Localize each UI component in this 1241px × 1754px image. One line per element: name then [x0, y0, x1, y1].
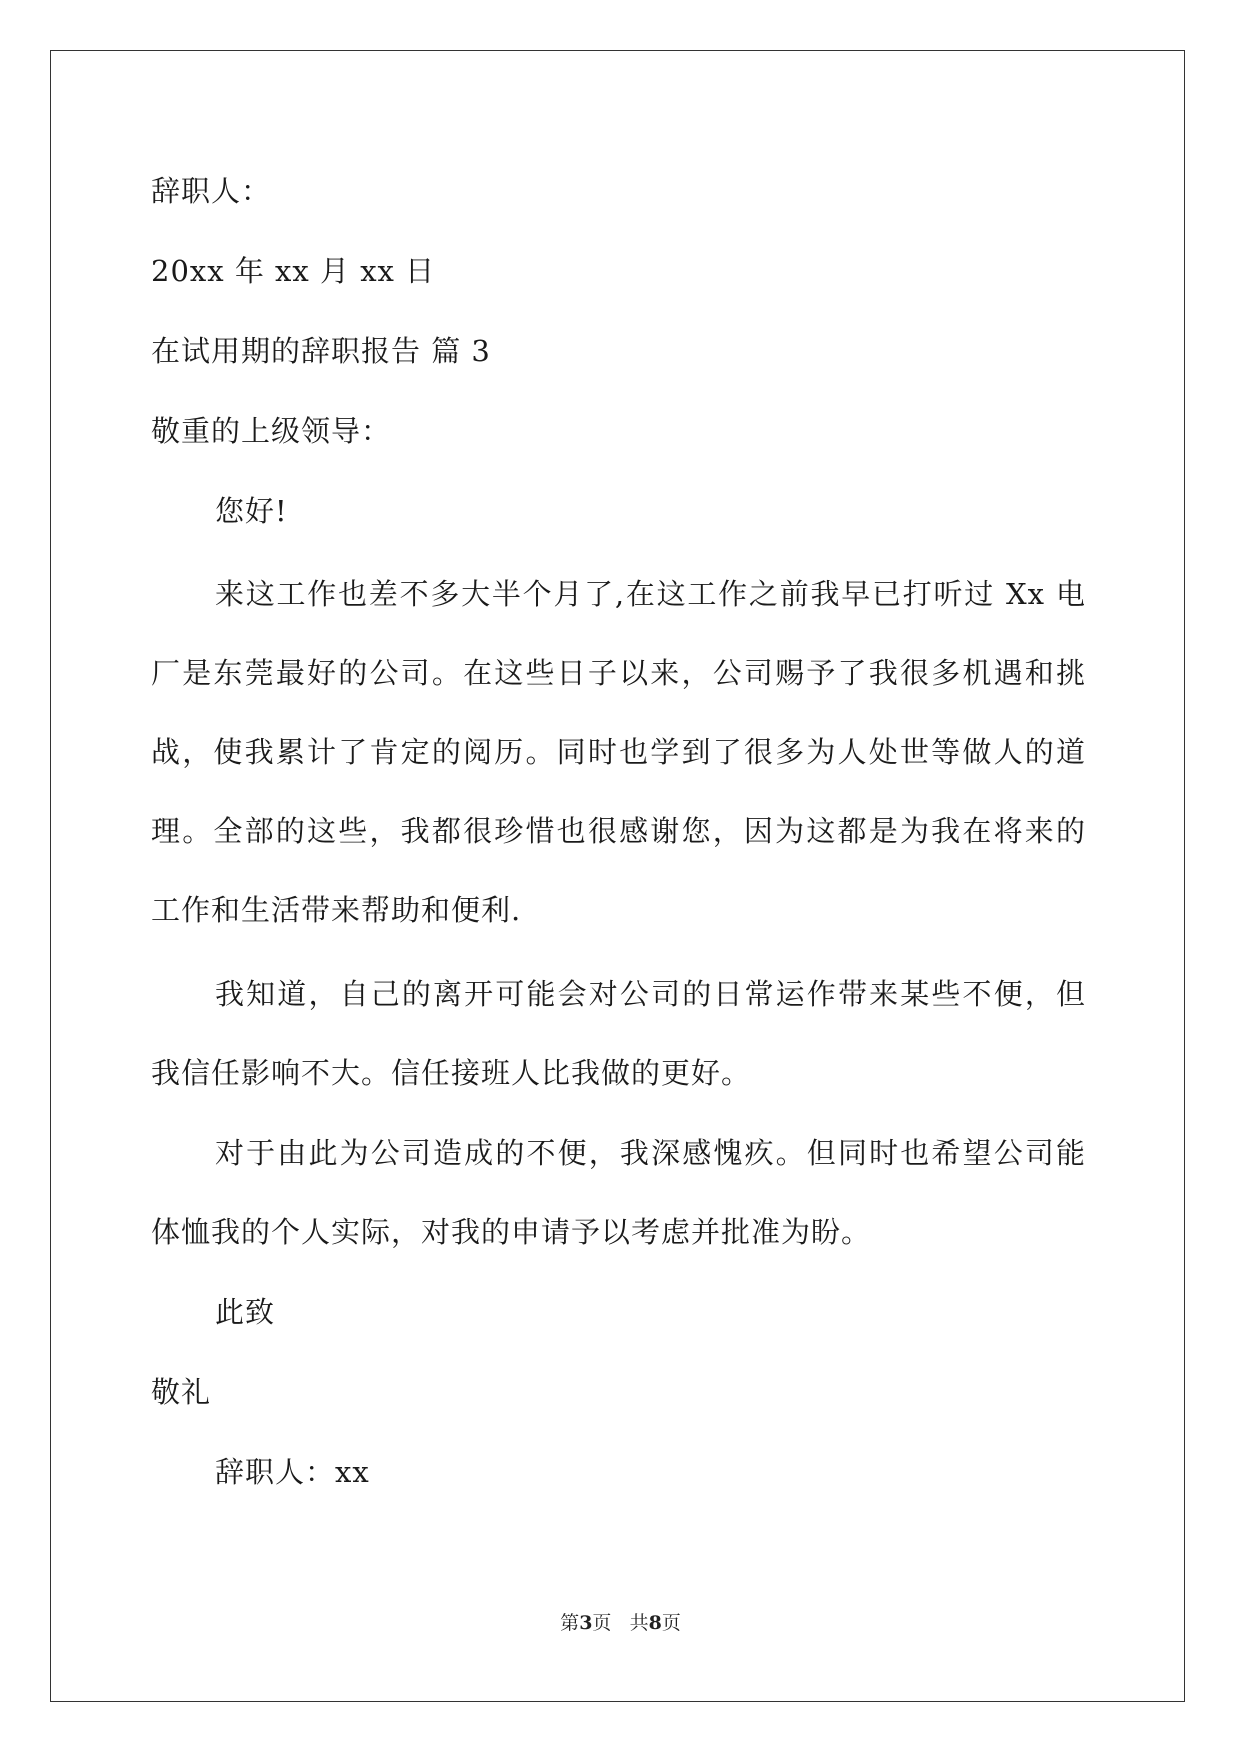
paragraph-1-line-3: 战，使我累计了肯定的阅历。同时也学到了很多为人处世等做人的道 [151, 735, 1086, 769]
paragraph-3-line-2: 体恤我的个人实际，对我的申请予以考虑并批准为盼。 [151, 1215, 872, 1249]
paragraph-1-line-2: 厂是东莞最好的公司。在这些日子以来，公司赐予了我很多机遇和挑 [151, 656, 1086, 690]
paragraph-1-line-1: 来这工作也差不多大半个月了,在这工作之前我早已打听过 Xx 电 [215, 577, 1086, 611]
paragraph-2-line-1: 我知道，自己的离开可能会对公司的日常运作带来某些不便，但 [215, 977, 1086, 1011]
signature-line: 辞职人：xx [215, 1455, 370, 1489]
closing-salute: 敬礼 [151, 1375, 212, 1409]
paragraph-1-line-4: 理。全部的这些，我都很珍惜也很感谢您，因为这都是为我在将来的 [151, 814, 1086, 848]
section-title: 在试用期的辞职报告 篇 3 [151, 334, 491, 368]
date-line: 20xx 年 xx 月 xx 日 [151, 254, 436, 288]
paragraph-3-line-1: 对于由此为公司造成的不便，我深感愧疚。但同时也希望公司能 [215, 1136, 1086, 1170]
footer-page-suffix: 页 [592, 1612, 612, 1634]
page-footer [0, 1611, 1241, 1635]
resigner-label: 辞职人： [151, 174, 272, 208]
paragraph-1-line-5: 工作和生活带来帮助和便利. [151, 893, 522, 927]
total-pages: 8 [648, 1612, 662, 1634]
paragraph-2-line-2: 我信任影响不大。信任接班人比我做的更好。 [151, 1056, 752, 1090]
footer-total-suffix: 页 [661, 1612, 681, 1634]
greeting: 您好! [215, 494, 288, 528]
closing-phrase: 此致 [215, 1295, 276, 1329]
page-number: 3 [579, 1612, 593, 1634]
footer-prefix: 第 [560, 1612, 580, 1634]
footer-total-prefix: 共 [629, 1612, 649, 1634]
salutation: 敬重的上级领导： [151, 414, 392, 448]
